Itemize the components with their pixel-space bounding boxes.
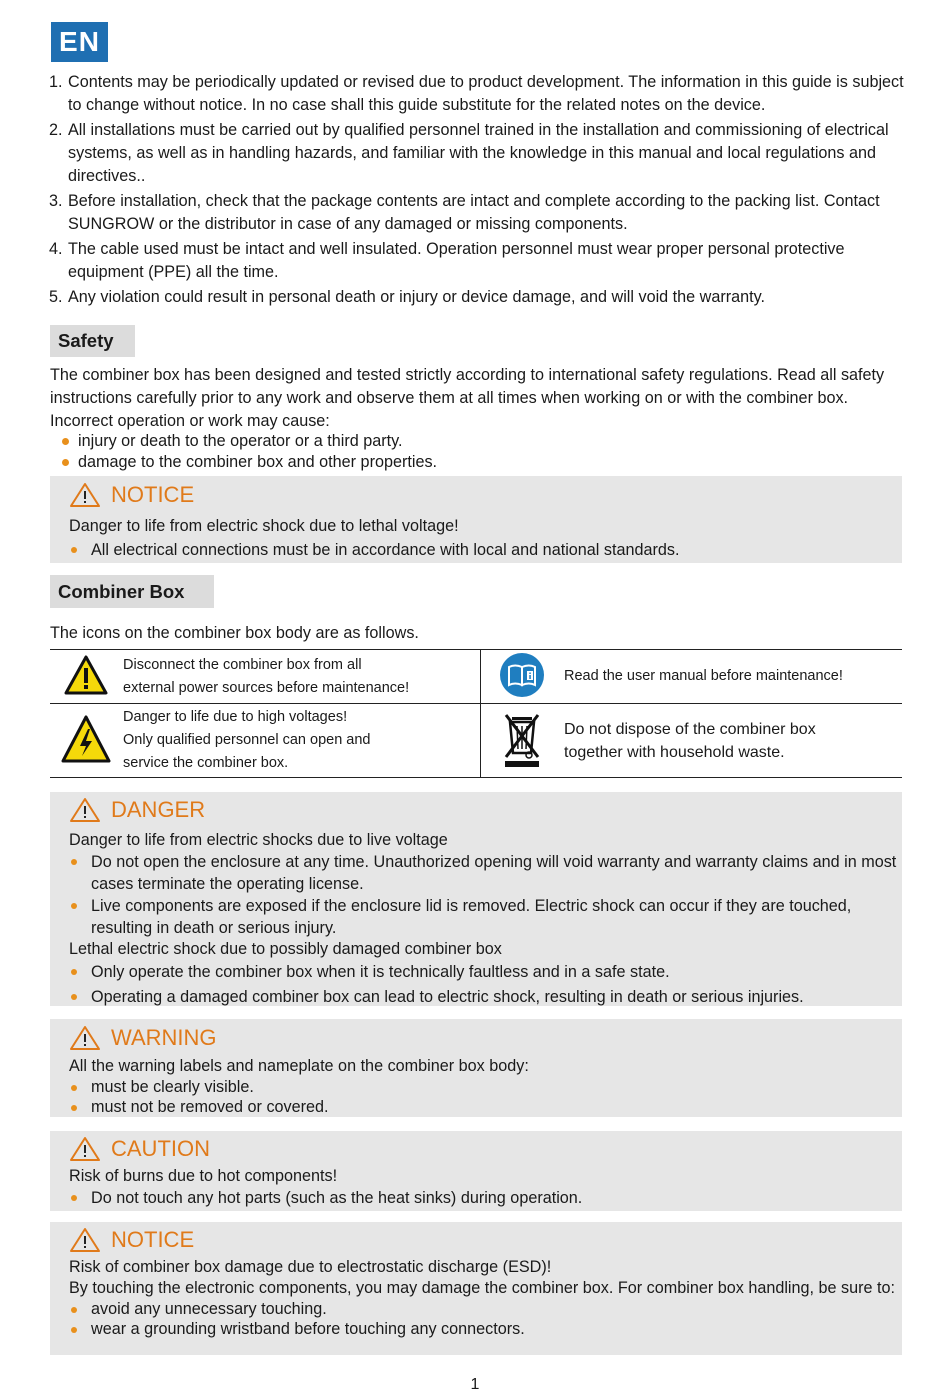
warning-triangle-icon xyxy=(69,797,101,823)
bullet-text: Do not open the enclosure at any time. Unauthorized opening will void warranty and warranty claims and in most cases terminate the operating license. xyxy=(91,853,897,893)
safety-intro: The combiner box has been designed and tested strictly according to international safety regulations. Read all safety instructions carefully prior to any work and observe them at all times when working on or with the combiner box. Incorrect operation or work may cause: xyxy=(50,366,885,430)
read-manual-icon xyxy=(499,652,545,698)
item-number: 2. xyxy=(49,121,63,139)
item-text: Contents may be periodically updated or revised due to product development. The information in this guide is subject to change without notice. In no case shall this guide substitute for the related notes on the device. xyxy=(68,73,904,114)
combiner-box-heading: Combiner Box xyxy=(50,575,214,608)
bullet-icon xyxy=(71,1327,77,1333)
bullet-text: All electrical connections must be in accordance with local and national standards. xyxy=(91,541,680,559)
description-line: Only qualified personnel can open and xyxy=(123,732,371,748)
list-item xyxy=(69,539,898,561)
icon-cell xyxy=(50,704,122,778)
bullet-icon xyxy=(71,903,77,909)
list-item xyxy=(49,238,909,284)
warning-triangle-icon xyxy=(69,1227,101,1253)
bullet-icon xyxy=(62,459,69,466)
icon-cell xyxy=(481,704,564,778)
notice-text: Danger to life from electric shock due to lethal voltage! xyxy=(69,517,459,535)
description-line: Danger to life due to high voltages! xyxy=(123,709,348,725)
bullet-text: damage to the combiner box and other properties. xyxy=(78,453,438,471)
item-text: Before installation, check that the package contents are intact and complete according to the packing list. Contact SUNGROW or the distributor in case of any damaged or missing components. xyxy=(68,192,880,233)
icon-description xyxy=(563,650,902,704)
bullet-icon xyxy=(71,969,77,975)
icon-description xyxy=(122,704,481,778)
bullet-icon xyxy=(71,547,77,553)
bullet-text: must not be removed or covered. xyxy=(91,1098,329,1116)
combiner-intro: The icons on the combiner box body are as follows. xyxy=(50,624,419,642)
warning-triangle-icon xyxy=(69,1136,101,1162)
item-text: The cable used must be intact and well insulated. Operation personnel must wear proper personal protective equipment (PPE) all the time. xyxy=(68,240,845,281)
notice-panel xyxy=(50,1222,902,1355)
bullet-icon xyxy=(71,859,77,865)
description-line: Read the user manual before maintenance! xyxy=(564,668,843,684)
bullet-icon xyxy=(71,1085,77,1091)
notice-panel xyxy=(50,476,902,563)
bullet-text: Only operate the combiner box when it is technically faultless and in a safe state. xyxy=(91,963,670,981)
bullet-icon xyxy=(71,1195,77,1201)
list-item xyxy=(50,431,910,452)
item-text: Any violation could result in personal death or injury or device damage, and will void the warranty. xyxy=(68,288,766,306)
no-household-waste-icon xyxy=(500,709,544,769)
caution-text: Risk of burns due to hot components! xyxy=(69,1167,338,1185)
safety-bullets xyxy=(50,431,910,473)
bullet-text: Do not touch any hot parts (such as the heat sinks) during operation. xyxy=(91,1189,583,1207)
notice-title xyxy=(69,1225,898,1255)
list-item xyxy=(69,1319,898,1339)
item-number: 4. xyxy=(49,240,63,258)
notice-title-text: NOTICE xyxy=(111,1227,195,1252)
caution-panel xyxy=(50,1131,902,1211)
list-item xyxy=(69,1077,898,1097)
bullet-icon xyxy=(71,1307,77,1313)
caution-title xyxy=(69,1134,898,1164)
icon-description xyxy=(122,650,481,704)
list-item xyxy=(69,851,898,895)
list-item xyxy=(69,1097,898,1117)
list-item xyxy=(49,119,909,188)
table-row xyxy=(50,650,902,704)
high-voltage-icon xyxy=(61,715,111,763)
item-text: All installations must be carried out by qualified personnel trained in the installation and commissioning of electrical systems, as well as in handling hazards, and familiar with the knowledge in this manual and local regulations and directives.. xyxy=(68,121,889,185)
list-item xyxy=(49,190,909,236)
bullet-text: must be clearly visible. xyxy=(91,1078,254,1096)
list-item xyxy=(69,1187,898,1209)
warning-triangle-icon xyxy=(69,1025,101,1051)
bullet-icon xyxy=(71,994,77,1000)
intro-list xyxy=(49,71,909,311)
table-row xyxy=(50,704,902,778)
caution-title-text: CAUTION xyxy=(111,1136,210,1161)
danger-text: Lethal electric shock due to possibly damaged combiner box xyxy=(69,940,502,958)
list-item xyxy=(49,71,909,117)
danger-text: Danger to life from electric shocks due to live voltage xyxy=(69,831,448,849)
icon-cell xyxy=(481,650,564,704)
exclamation-warning-icon xyxy=(64,655,108,695)
list-item xyxy=(69,986,898,1008)
notice-title xyxy=(69,480,898,510)
safety-heading: Safety xyxy=(50,325,135,357)
language-badge: EN xyxy=(51,22,108,62)
warning-text: All the warning labels and nameplate on the combiner box body: xyxy=(69,1057,529,1075)
list-item xyxy=(49,286,909,309)
page-number: 1 xyxy=(470,1376,480,1393)
item-number: 1. xyxy=(49,73,63,91)
list-item xyxy=(69,895,898,939)
icon-description xyxy=(563,704,902,778)
description-line: Disconnect the combiner box from all xyxy=(123,656,362,673)
description-line: service the combiner box. xyxy=(123,755,289,771)
danger-title-text: DANGER xyxy=(111,797,206,822)
notice-text: By touching the electronic components, you may damage the combiner box. For combiner box handling, be sure to: xyxy=(69,1279,896,1297)
bullet-icon xyxy=(62,438,69,445)
description-line: Do not dispose of the combiner box xyxy=(564,720,816,738)
list-item xyxy=(69,961,898,983)
description-line: together with household waste. xyxy=(564,743,785,761)
bullet-icon xyxy=(71,1105,77,1111)
warning-title xyxy=(69,1023,898,1053)
description-line: external power sources before maintenance! xyxy=(123,679,410,696)
warning-title-text: WARNING xyxy=(111,1025,217,1050)
icons-table xyxy=(50,649,902,778)
warning-triangle-icon xyxy=(69,482,101,508)
warning-panel xyxy=(50,1019,902,1117)
bullet-text: wear a grounding wristband before touching any connectors. xyxy=(91,1320,525,1338)
bullet-text: Operating a damaged combiner box can lead to electric shock, resulting in death or serious injuries. xyxy=(91,988,804,1006)
list-item xyxy=(50,452,910,473)
item-number: 3. xyxy=(49,192,63,210)
notice-title-text: NOTICE xyxy=(111,482,195,507)
danger-panel xyxy=(50,792,902,1006)
icon-cell xyxy=(50,650,122,704)
item-number: 5. xyxy=(49,288,63,306)
bullet-text: injury or death to the operator or a third party. xyxy=(78,432,403,450)
list-item xyxy=(69,1299,898,1319)
danger-title xyxy=(69,795,898,825)
notice-text: Risk of combiner box damage due to electrostatic discharge (ESD)! xyxy=(69,1258,552,1276)
bullet-text: Live components are exposed if the enclosure lid is removed. Electric shock can occur if they are touched, resulting in death or serious injury. xyxy=(91,897,852,937)
bullet-text: avoid any unnecessary touching. xyxy=(91,1300,327,1318)
